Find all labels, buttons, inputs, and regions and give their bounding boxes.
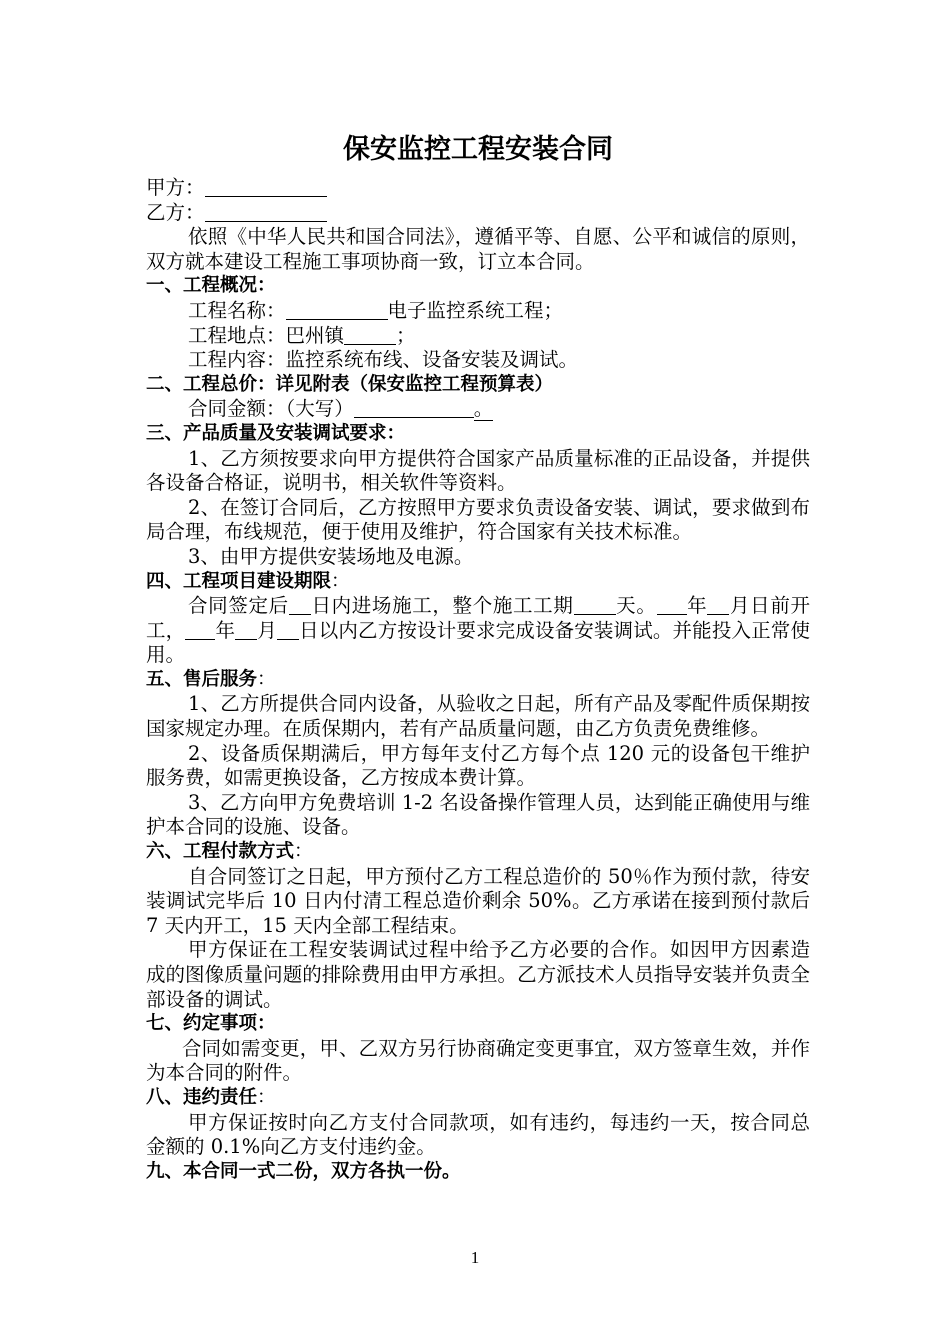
section-5-heading-colon: ： [257, 668, 276, 690]
section-5-heading-text: 五、售后服务 [146, 668, 258, 690]
section-4-heading [146, 570, 810, 595]
section-8-heading-colon: ： [257, 1086, 276, 1108]
party-a-line [146, 176, 810, 201]
party-b-blank [205, 202, 327, 222]
section-3-heading: 三、产品质量及安装调试要求： [146, 422, 406, 444]
section-2-heading: 二、工程总价：详见附表（保安监控工程预算表） [146, 373, 554, 395]
s4-text-7: 年 [215, 618, 236, 642]
contract-page [146, 128, 810, 1184]
entry-days-blank [289, 595, 311, 615]
section-8-heading-text: 八、违约责任 [146, 1086, 258, 1108]
section-4-heading-colon: ： [331, 570, 350, 592]
end-day-blank [277, 620, 299, 640]
section-4-heading-text: 四、工程项目建设期限 [146, 570, 332, 592]
section-6-paragraph-2: 甲方保证在工程安装调试过程中给予乙方必要的合作。如因甲方因素造成的图像质量问题的排除费用由甲方承担。乙方派技术人员指导安装并负责全部设备的调试。 [146, 938, 810, 1011]
party-b-line [146, 201, 810, 226]
page-title: 保安监控工程安装合同 [343, 134, 613, 165]
section-9-heading: 九、本合同一式二份，双方各执一份。 [146, 1160, 461, 1182]
project-location-label: 工程地点：巴州镇 [188, 323, 345, 347]
section-8-heading [146, 1086, 810, 1111]
section-8-paragraph: 甲方保证按时向乙方支付合同款项，如有违约，每违约一天，按合同总金额的 0.1%向乙方支付违约金。 [146, 1110, 810, 1159]
project-content-line: 工程内容：监控系统布线、设备安装及调试。 [188, 348, 579, 372]
project-location-suffix: ； [396, 323, 416, 347]
section-6-heading [146, 840, 810, 865]
section-7-heading: 七、约定事项： [146, 1013, 276, 1035]
section-3-paragraph-3: 3、由甲方提供安装场地及电源。 [188, 544, 474, 568]
party-a-blank [205, 177, 327, 197]
start-year-blank [657, 595, 687, 615]
section-5-paragraph-1: 1、乙方所提供合同内设备，从验收之日起，所有产品及零配件质保期按国家规定办理。在质保期内，若有产品质量问题，由乙方负责免费维修。 [146, 692, 810, 741]
contract-amount-label: 合同金额：（大写） [188, 397, 354, 421]
s4-text-9: 日以内乙方按设计要求完成设备安装调试。并能投入正常使用。 [146, 618, 810, 667]
start-month-blank [707, 595, 729, 615]
party-a-label: 甲方： [146, 176, 205, 199]
section-6-heading-text: 六、工程付款方式 [146, 841, 295, 863]
contract-amount-line [146, 397, 810, 422]
end-month-blank [235, 620, 257, 640]
end-year-blank [185, 620, 215, 640]
party-b-label: 乙方： [146, 200, 205, 224]
section-4-paragraph [146, 594, 810, 668]
project-name-line [146, 299, 810, 324]
contract-amount-blank [354, 398, 474, 418]
page-number: 1 [470, 1248, 480, 1267]
s4-text-6: 日前开工， [146, 594, 810, 642]
s4-text-3: 天。 [615, 594, 657, 618]
project-location-line [146, 324, 810, 349]
s4-text-2: 日内进场施工，整个施工工期 [310, 594, 574, 618]
intro-paragraph: 依照《中华人民共和国合同法》，遵循平等、自愿、公平和诚信的原则，双方就本建设工程施工事项协商一致，订立本合同。 [146, 225, 810, 273]
section-5-paragraph-2: 2、设备质保期满后，甲方每年支付乙方每个点 120 元的设备包干维护服务费，如需更换设备，乙方按成本费计算。 [146, 741, 810, 790]
duration-days-blank [574, 595, 616, 615]
section-3-paragraph-1: 1、乙方须按要求向甲方提供符合国家产品质量标准的正品设备，并提供各设备合格证，说明书，相关软件等资料。 [146, 446, 810, 495]
section-7-paragraph: 合同如需变更，甲、乙双方另行协商确定变更事宜，双方签章生效，并作为本合同的附件。 [146, 1036, 810, 1085]
contract-amount-suffix: 。 [473, 397, 494, 421]
project-name-suffix: 电子监控系统工程； [387, 298, 564, 322]
section-3-paragraph-2: 2、在签订合同后，乙方按照甲方要求负责设备安装、调试，要求做到布局合理，布线规范，便于使用及维护，符合国家有关技术标准。 [146, 495, 810, 544]
project-location-blank [344, 325, 396, 345]
s4-text-5: 月 [729, 594, 751, 618]
s4-text-1: 合同签定后 [188, 594, 289, 618]
section-5-paragraph-3: 3、乙方向甲方免费培训 1-2 名设备操作管理人员，达到能正确使用与维护本合同的设施、设备。 [146, 790, 810, 839]
section-6-paragraph-1: 自合同签订之日起，甲方预付乙方工程总造价的 50％作为预付款，待安装调试完毕后 10 日内付清工程总造价剩余 50%。乙方承诺在接到预付款后 7 天内开工，15 天内全部工程结束。 [146, 864, 810, 937]
section-5-heading [146, 668, 810, 693]
project-name-label: 工程名称： [188, 298, 286, 322]
project-name-blank [286, 300, 388, 320]
section-1-heading: 一、工程概况： [146, 275, 276, 297]
s4-text-4: 年 [686, 594, 708, 618]
section-6-heading-colon: ： [294, 841, 313, 863]
s4-text-8: 月 [257, 618, 277, 642]
